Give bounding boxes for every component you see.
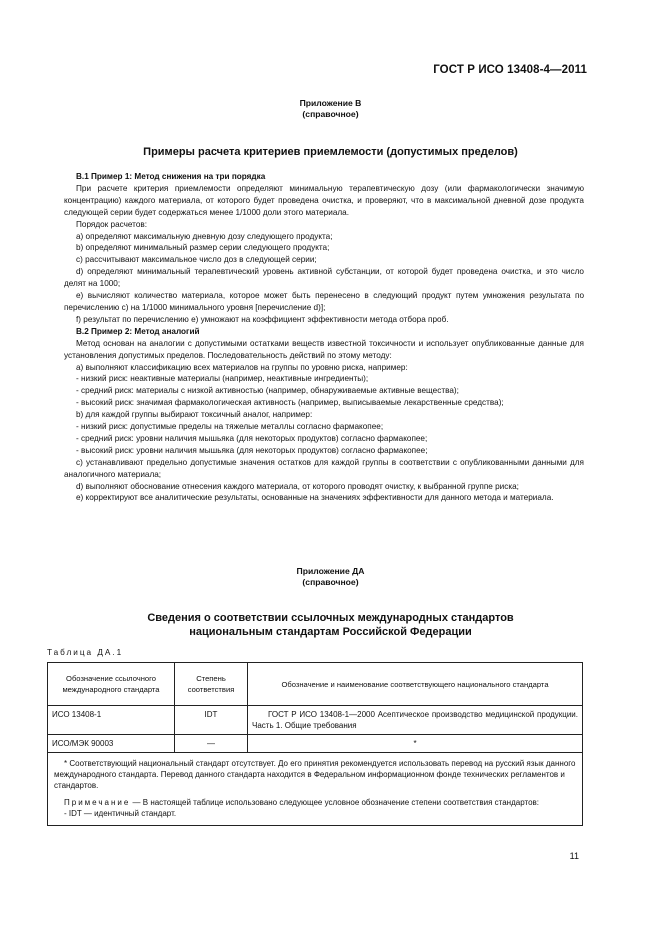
annex-b-title: Приложение В [299,98,362,108]
cell-intl-standard: ИСО 13408-1 [48,706,175,735]
annex-b-subtitle: (справочное) [302,109,359,119]
list-item: d) определяют минимальный терапевтический уровень активной субстанции, от которой будет проведена очистка, и это число делят на 1000; [64,267,584,289]
annex-b-body [64,171,584,504]
annex-da-title: Приложение ДА [296,566,365,576]
page-number: 11 [569,851,579,861]
cell-national-standard: * [248,735,583,753]
list-item: а) определяют максимальную дневную дозу следующего продукта; [76,231,333,241]
annex-da-heading-line2: национальным стандартам Российской Федерации [189,626,472,638]
section-b1-order-label: Порядок расчетов: [76,219,148,229]
standards-table [47,662,583,826]
list-item: - низкий риск: допустимые пределы на тяжелые металлы согласно фармакопее; [76,422,384,432]
list-item: а) выполняют классификацию всех материалов на группы по уровню риска, например: [76,362,408,372]
list-item: d) выполняют обоснование отнесения каждого материала, от которого проводят очистку, к выбранной группе риска; [76,481,519,491]
note-label: Примечание [64,798,131,807]
list-item: b) для каждой группы выбирают токсичный аналог, например: [76,410,313,420]
table-notes [48,753,583,826]
list-item: c) рассчитывают максимальное число доз в следующей серии; [76,255,317,265]
column-header: Обозначение и наименование соответствующего национального стандарта [248,663,583,706]
table-note [54,797,576,808]
list-item: - высокий риск: уровни наличия мышьяка (для некоторых продуктов) согласно фармакопее; [76,445,428,455]
column-header: Обозначение ссылочного международного стандарта [48,663,175,706]
annex-da-heading-line1: Сведения о соответствии ссылочных международных стандартов [147,612,514,624]
cell-degree: — [175,735,248,753]
cell-intl-standard: ИСО/МЭК 90003 [48,735,175,753]
table-row [48,735,583,753]
annex-b-header [0,98,661,120]
annex-da-heading [0,611,661,639]
note-item: - IDT — идентичный стандарт. [64,809,177,818]
list-item: b) определяют минимальный размер серии следующего продукта; [76,243,330,253]
annex-b-heading: Примеры расчета критериев приемлемости (допустимых пределов) [143,146,518,158]
annex-da-subtitle: (справочное) [302,577,359,587]
annex-da-header [0,566,661,588]
section-b1-heading: В.1 Пример 1: Метод снижения на три порядка [76,172,266,181]
table-header-row [48,663,583,706]
table-notes-row [48,753,583,826]
list-item: - высокий риск: значимая фармакологическая активность (например, выписываемые лекарственные средства); [76,398,504,408]
cell-degree: IDT [175,706,248,735]
cell-national-standard: ГОСТ Р ИСО 13408-1—2000 Асептическое производство медицинской продукции. Часть 1. Общие требования [248,706,583,735]
section-b2-heading: В.2 Пример 2: Метод аналогий [76,326,200,336]
column-header: Степень соответствия [175,663,248,706]
list-item: - низкий риск: неактивные материалы (например, неактивные ингредиенты); [76,374,369,384]
standard-code: ГОСТ Р ИСО 13408-4—2011 [433,64,587,76]
table-row [48,706,583,735]
list-item: c) устанавливают предельно допустимые значения остатков для каждой группы в соответствии с опубликованными данными для аналогичного материала; [64,457,584,479]
table-label: Таблица ДА.1 [47,648,124,657]
section-b2-paragraph: Метод основан на аналогии с допустимыми остатками веществ известной токсичности и использует опубликованные данные для установления допустимых пределов. Последовательность действий по этому методу: [64,338,584,360]
list-item: - средний риск: материалы с низкой активностью (например, обнаруживаемые активные вещества); [76,386,459,396]
list-item: f) результат по перечислению е) умножают на коэффициент эффективности метода отбора проб. [76,314,449,324]
list-item: e) корректируют все аналитические результаты, основанные на значениях эффективности для данного метода и материала. [76,493,554,503]
list-item: - средний риск: уровни наличия мышьяка (для некоторых продуктов) согласно фармакопее; [76,433,428,443]
note-text: — В настоящей таблице использовано следующее условное обозначение степени соответствия стандартов: [130,798,539,807]
section-b1-paragraph: При расчете критерия приемлемости определяют минимальную терапевтическую дозу (или фармакологически значимую концентрацию) каждого материала, от которого будет проведена очистка, и проверяют, что в максимальной дневной дозе продукта следующей серии будет содержаться менее 1/1000 доли этого материала. [64,183,584,217]
table-footnote: * Соответствующий национальный стандарт отсутствует. До его принятия рекомендуется использовать перевод на русский язык данного международного стандарта. Перевод данного стандарта находится в Федеральном информационном фонде технических регламентов и стандартов. [54,759,576,790]
list-item: e) вычисляют количество материала, которое может быть перенесено в следующий продукт путем умножения результата по перечислению с) на 1/1000 минимального уровня [перечисление d)]; [64,291,584,312]
